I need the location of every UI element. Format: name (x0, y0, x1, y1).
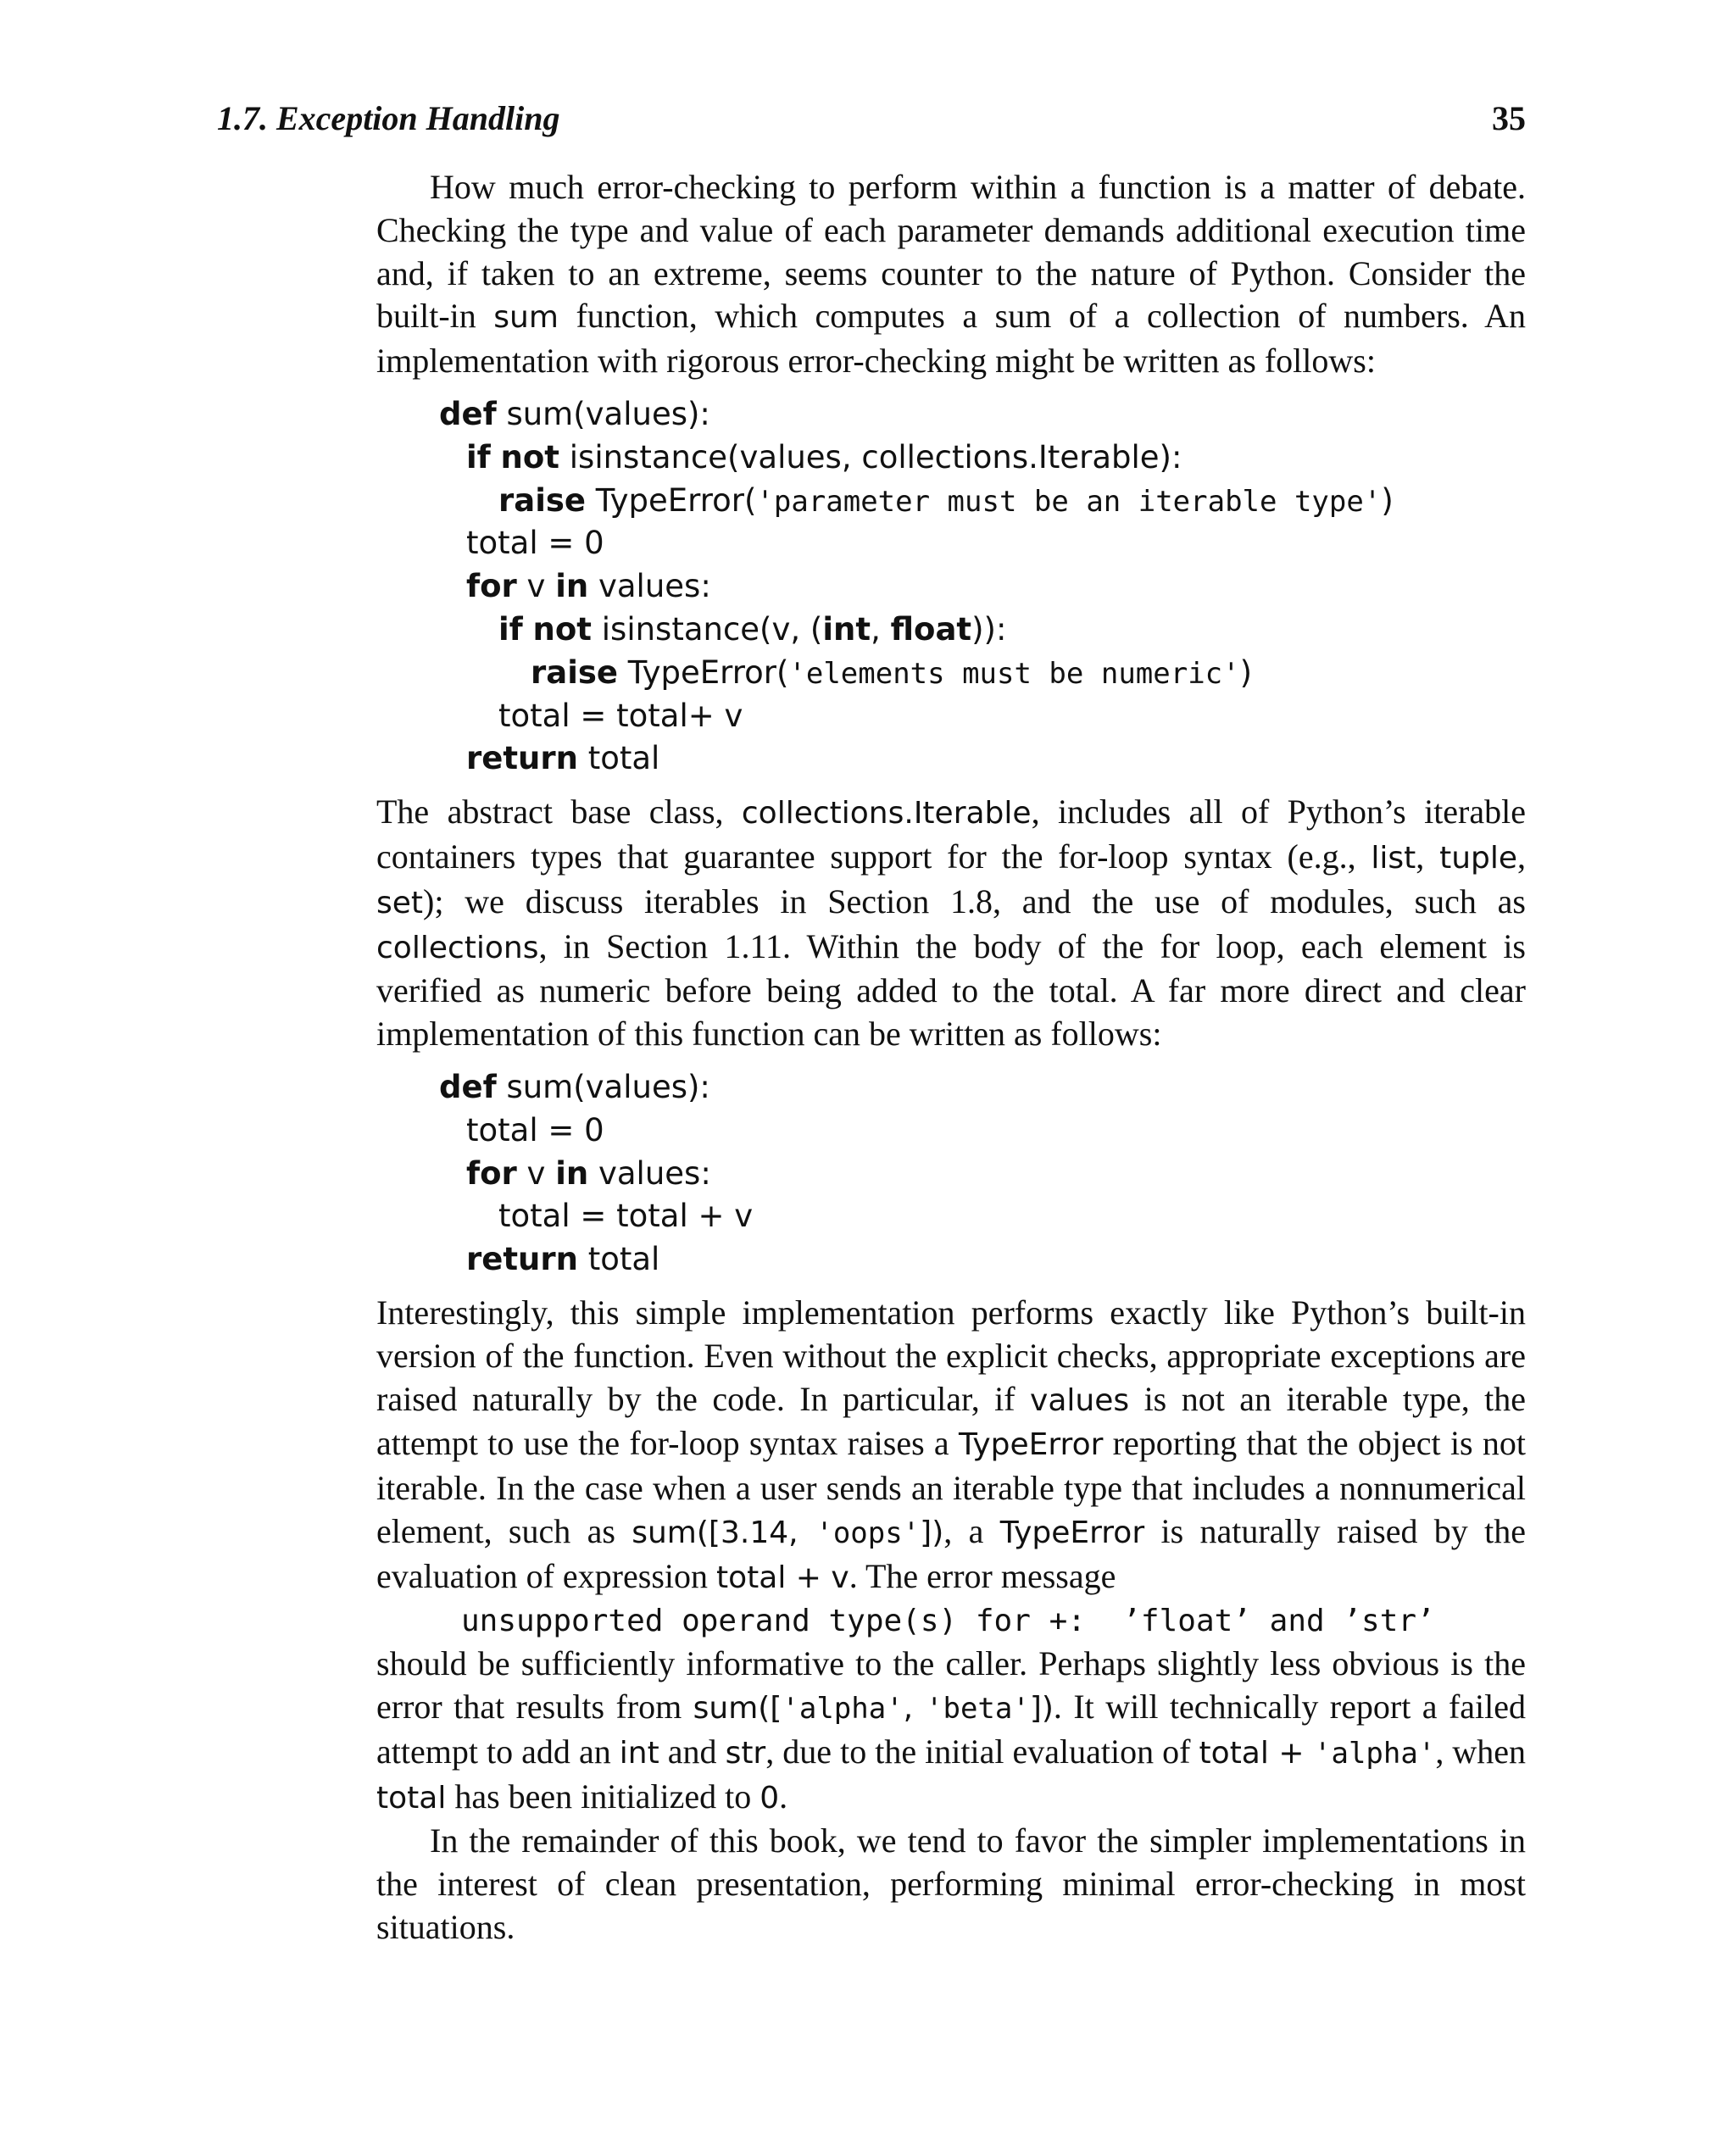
code-line: total = 0 (466, 1111, 604, 1148)
paragraph-builtin-behavior: Interestingly, this simple implementation performs exactly like Python’s built-in version of the function. Even without the explicit checks, appropriate exceptions are raised naturally by the code. In particular, if values is not an iterable type, the attempt to use the for-loop syntax raises a TypeError reporting that the object is not iterable. In the case when a user sends an iterable type that includes a nonnumerical element, such as sum([3.14, 'oops']), a TypeError is naturally raised by the evaluation of expression total + v. The error message (376, 1293, 1527, 1595)
running-title: 1.7. Exception Handling (217, 99, 560, 137)
code-line: def sum(values): (439, 395, 710, 432)
paragraph-intro: How much error-checking to perform within a function is a matter of debate. Checking the type and value of each parameter demands additional execution time and, if taken to an extreme, seems counter to the nature of Python. Consider the built-in sum function, which computes a sum of a collection of numbers. An implementation with rigorous error-checking might be written as follows: (376, 168, 1526, 381)
paragraph-conclusion: In the remainder of this book, we tend to favor the simpler implementations in the interest of clean presentation, performing minimal error-checking in most situations. (376, 1821, 1526, 1947)
error-message: unsupported operand type(s) for +: ’float’ and ’str’ (461, 1603, 1435, 1638)
paragraph-alpha-beta: should be sufficiently informative to the caller. Perhaps slightly less obvious is the error that results from sum(['alpha', 'beta']). It will technically report a failed attempt to add an int and str, due to the initial evaluation of total + 'alpha', when total has been initialized to 0. (376, 1644, 1526, 1816)
code-line: raise TypeError('elements must be numeric') (531, 653, 1253, 691)
page-body (376, 166, 1526, 1949)
code-block-rigorous-sum (439, 393, 1526, 781)
code-line: return total (466, 740, 660, 777)
code-line: total = total+ v (498, 697, 743, 734)
page-header (217, 98, 1526, 149)
code-line: total = total + v (498, 1198, 754, 1235)
code-line: raise TypeError('parameter must be an iterable type') (498, 481, 1394, 519)
code-line: total = 0 (466, 525, 604, 562)
code-line: if not isinstance(values, collections.Iterable): (466, 438, 1182, 475)
code-line: for v in values: (466, 1154, 711, 1192)
page-number: 35 (1492, 99, 1526, 137)
inline-code-sum: sum (493, 300, 559, 336)
code-line: return total (466, 1241, 660, 1278)
code-line: for v in values: (466, 568, 711, 605)
code-line: if not isinstance(v, (int, float)): (498, 610, 1007, 648)
paragraph-iterable-explanation: The abstract base class, collections.Iterable, includes all of Python’s iterable containers types that guarantee support for the for-loop syntax (e.g., list, tuple, set); we discuss iterables in Section 1.8, and the use of modules, such as collections, in Section 1.11. Within the body of the for loop, each element is verified as numeric before being added to the total. A far more direct and clear implementation of this function can be written as follows: (376, 792, 1527, 1054)
code-block-simple-sum (439, 1066, 1526, 1282)
code-line: def sum(values): (439, 1068, 710, 1105)
